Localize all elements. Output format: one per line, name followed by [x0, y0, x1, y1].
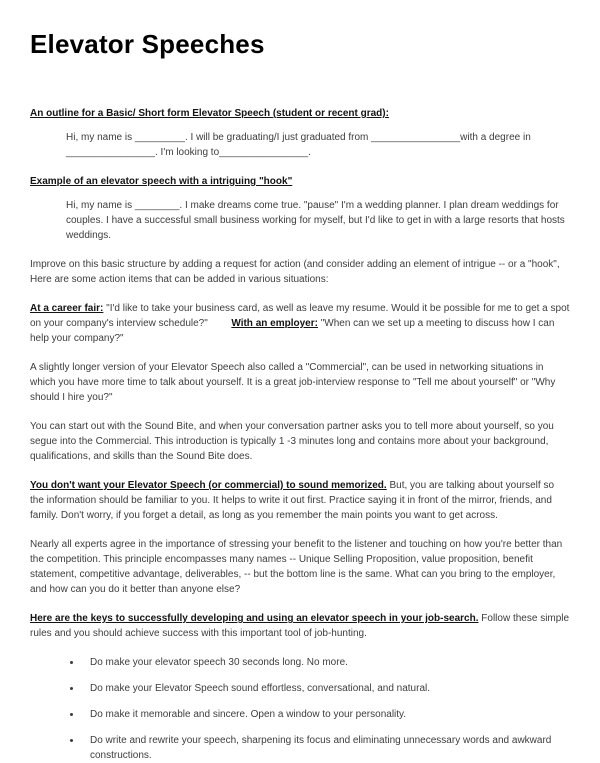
action-items-paragraph	[30, 301, 570, 346]
experts-paragraph: Nearly all experts agree in the importance of stressing your benefit to the listener and touching on how you're better than the competition. This principle encompasses many names -- Unique Selling Proposition, value proposition, benefit statement, competitive advantage, deliverables, -- but the bottom line is the same. What can you bring to the employer, and how can you do it better than anyone else?	[30, 538, 563, 595]
tips-list	[30, 655, 570, 763]
hook-script-paragraph: Hi, my name is ________. I make dreams come true. "pause" I'm a wedding planner. I plan dream weddings for couples. I have a successful small business working for myself, but I'd like to get in with a large resorts that hosts weddings.	[66, 199, 565, 241]
section-heading-outline: An outline for a Basic/ Short form Elevator Speech (student or recent grad):	[30, 107, 389, 119]
keys-text: Follow these simple rules and you should achieve success with this important tool of job-hunting.	[30, 612, 570, 639]
improve-paragraph: Improve on this basic structure by adding a request for action (and consider adding an element of intrigue -- or a "hook", Here are some action items that can be added in various situations:	[30, 258, 560, 285]
employer-label: With an employer:	[231, 317, 318, 329]
list-item: • Do make it memorable and sincere. Open a window to your personality.	[82, 707, 570, 722]
career-fair-text: "I'd like to take your business card, as well as leave my resume. Would it be possible for me to get a spot on your company's interview schedule?"	[30, 302, 570, 329]
memorized-label: You don't want your Elevator Speech (or commercial) to sound memorized.	[30, 479, 387, 491]
list-item: • Do write and rewrite your speech, sharpening its focus and eliminating unnecessary words and awkward constructions.	[82, 733, 570, 763]
commercial-paragraph: A slightly longer version of your Elevator Speech also called a "Commercial", can be used in networking situations in which you have more time to talk about yourself. It is a great job-interview response to "Tell me about yourself" or "Why should I hire you?"	[30, 361, 556, 403]
section-heading-hook: Example of an elevator speech with a intriguing "hook"	[30, 175, 293, 187]
keys-label: Here are the keys to successfully developing and using an elevator speech in your job-search.	[30, 612, 479, 624]
employer-text: "When can we set up a meeting to discuss how I can help your company?"	[30, 317, 555, 344]
keys-paragraph	[30, 611, 570, 641]
sound-bite-paragraph: You can start out with the Sound Bite, and when your conversation partner asks you to tell more about yourself, so you segue into the Commercial. This introduction is typically 1 -3 minutes long and contains more about your background, qualifications, and skills than the Sound Bite does.	[30, 420, 554, 462]
list-item: • Do make your Elevator Speech sound effortless, conversational, and natural.	[82, 681, 570, 696]
memorized-paragraph	[30, 478, 570, 523]
list-item: • Do make your elevator speech 30 seconds long. No more.	[82, 655, 570, 670]
page-title: Elevator Speeches	[30, 29, 265, 59]
memorized-text: But, you are talking about yourself so the information should be familiar to you. It helps to write it out first. Practice saying it in front of the mirror, friends, and family. Don't worry, if you forget a detail, as long as you remember the main points you want to get across.	[30, 479, 555, 521]
career-fair-label: At a career fair:	[30, 302, 104, 314]
outline-script-paragraph: Hi, my name is _________. I will be graduating/I just graduated from ________________with a degree in ________________. I'm looking to________________.	[66, 131, 531, 158]
